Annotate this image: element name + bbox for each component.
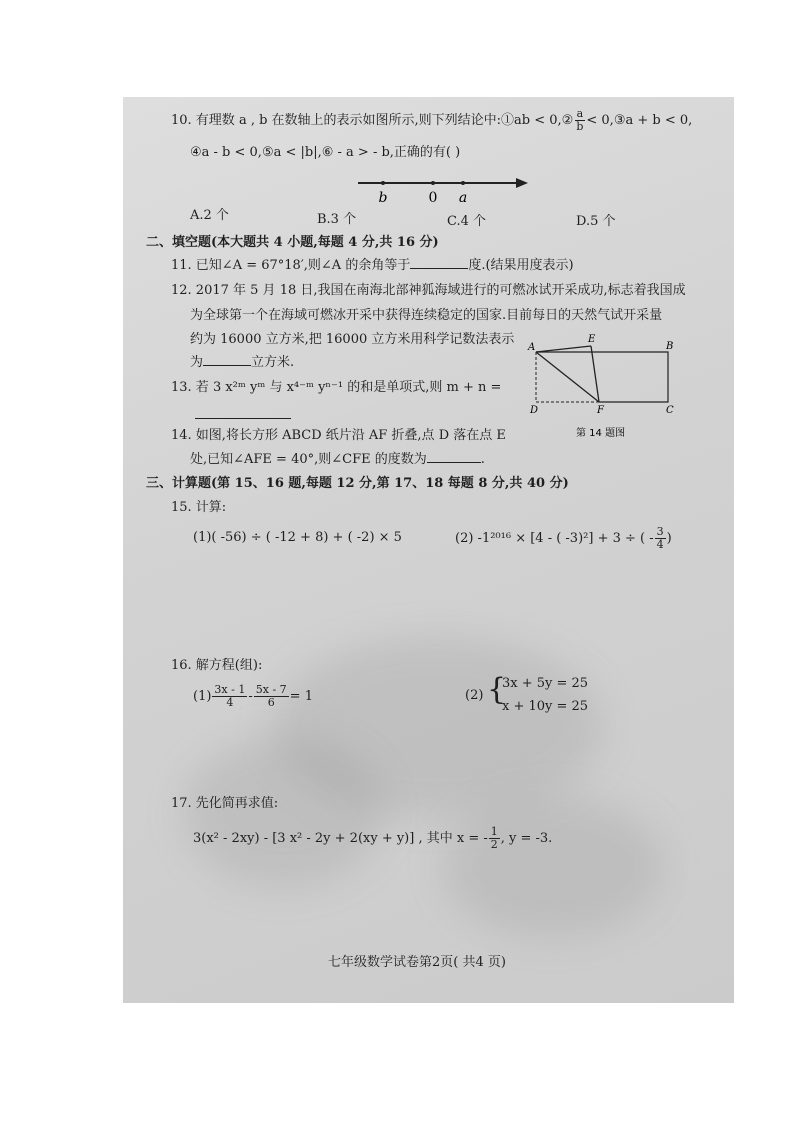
q11-text-a: 11. 已知∠A = 67°18′,则∠A 的余角等于 [171,258,411,273]
fig-label-b: B [666,341,674,352]
q12-answer-blank[interactable] [203,365,251,366]
q10-stem-end: < 0,③a + b < 0, [586,113,693,128]
axis-label-0: 0 [428,190,438,206]
q17-tail: , y = -3. [500,831,553,846]
q15-frac-den: 4 [656,538,664,551]
q17-label: 17. 先化简再求值: [171,796,279,811]
q15-fraction [655,526,666,551]
q16-system-eq2: x + 10y = 25 [502,699,589,714]
q17-expr-text: 3(x² - 2xy) - [3 x² - 2y + 2(xy + y)] , 其中 x = - [193,831,488,846]
q16-frac2-den: 6 [267,696,275,709]
q15-frac-num: 3 [656,525,664,538]
q12-line2: 为全球第一个在海域可燃冰开采中获得连续稳定的国家.目前每日的天然气试开采量 [190,308,663,323]
q10-fraction [574,108,585,133]
q15-label: 15. 计算: [171,500,227,515]
fig-label-e: E [588,334,596,345]
q10-stem-text: 10. 有理数 a , b 在数轴上的表示如图所示,则下列结论中:①ab < 0,② [171,113,574,128]
q12-line4-a: 为 [190,355,204,370]
section3-title: 三、计算题(第 15、16 题,每题 12 分,第 17、18 每题 8 分,共 40 分) [146,476,569,491]
page-footer: 七年级数学试卷第2页( 共4 页) [328,955,506,970]
q14-answer-blank[interactable] [427,462,481,463]
fig-label-a: A [528,342,536,353]
q16-part1-op: - [248,689,253,704]
rect-outline [536,352,668,402]
q16-frac2-num: 5x - 7 [255,683,287,696]
segment-ef [591,346,599,402]
q14-line1: 14. 如图,将长方形 ABCD 纸片沿 AF 折叠,点 D 落在点 E [171,428,506,443]
q16-label: 16. 解方程(组): [171,658,263,673]
q10-line2: ④a - b < 0,⑤a < |b|,⑥ - a > - b,正确的有( ) [190,145,461,160]
q10-frac-den: b [576,120,584,133]
q14-line2-a: 处,已知∠AFE = 40°,则∠CFE 的度数为 [190,452,427,467]
q11-text-b: 度.(结果用度表示) [468,258,574,273]
q16-system-brace: { [487,672,507,707]
q13-text: 13. 若 3 x²ᵐ yᵐ 与 x⁴⁻ᵐ yⁿ⁻¹ 的和是单项式,则 m + n = [171,380,502,395]
q10-frac-num: a [576,107,584,120]
q12-line4-b: 立方米. [251,355,295,370]
axis-label-b: b [378,190,388,206]
q12-line1: 12. 2017 年 5 月 18 日,我国在南海北部神狐海域进行的可燃冰试开采成功,标志着我国成 [171,283,686,298]
q16-part1-prefix: (1) [193,689,212,704]
q12-line3: 约为 16000 立方米,把 16000 立方米用科学记数法表示 [190,332,515,347]
q10-option-b: B.3 个 [317,212,357,227]
q17-frac-num: 1 [490,825,498,838]
q10-option-c: C.4 个 [447,214,487,229]
q16-part1 [193,684,313,709]
q16-system-eq1: 3x + 5y = 25 [502,676,589,691]
q15-part2 [455,526,672,551]
point-0 [431,181,435,185]
fold-line-af [536,352,599,402]
fig-label-c: C [666,405,674,416]
q15-part2-b: ) [666,531,672,546]
q17-frac-den: 2 [490,838,498,851]
q15-part1: (1)( -56) ÷ ( -12 + 8) + ( -2) × 5 [193,530,402,545]
q16-frac1 [212,684,247,709]
q15-part2-a: (2) -1²⁰¹⁶ × [4 - ( -3)²] + 3 ÷ ( - [455,531,654,546]
q10-option-a: A.2 个 [190,208,229,223]
axis-label-a: a [458,190,468,206]
q14-line2-b: . [480,452,485,467]
q16-frac1-num: 3x - 1 [214,683,246,696]
number-line-figure [350,172,535,208]
q17-fraction [489,826,500,851]
q16-part1-rhs: = 1 [289,689,313,704]
point-b [381,181,385,185]
section2-title: 二、填空题(本大题共 4 小题,每题 4 分,共 16 分) [146,235,439,250]
q11 [171,258,574,274]
number-line-arrow [516,178,528,188]
fig-label-f: F [597,405,604,416]
q17-expression [193,826,552,851]
q14-figure [524,332,684,446]
q16-frac1-den: 4 [226,696,234,709]
q14-line2 [190,452,485,468]
segment-ae [536,346,591,352]
fig-caption: 第 14 题图 [576,428,626,439]
point-a [461,181,465,185]
fig-label-d: D [530,405,539,416]
q10-stem [171,108,692,133]
q12-line4 [190,355,294,371]
q10-option-d: D.5 个 [576,214,616,229]
q16-frac2 [254,684,289,709]
q11-answer-blank[interactable] [410,268,468,269]
q16-part2-prefix: (2) [465,688,484,703]
q13-answer-blank[interactable] [195,402,291,419]
